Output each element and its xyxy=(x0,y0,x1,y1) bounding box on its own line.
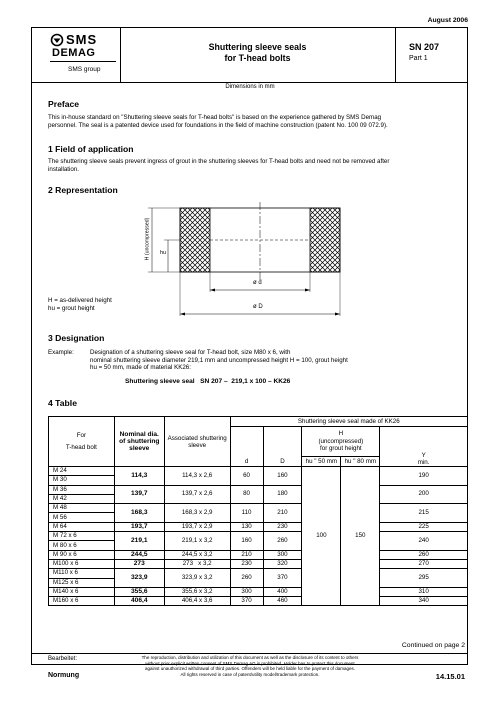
header-for: For xyxy=(76,432,87,439)
table-cell-assoc: 168,3 x 2,9 xyxy=(164,504,230,523)
table-cell-bolt: M 30 xyxy=(49,476,115,485)
table-cell-bolt: M 90 x 6 xyxy=(49,550,115,559)
table-cell-D: 300 xyxy=(263,550,302,559)
representation-drawing xyxy=(140,200,360,320)
table-cell-bolt: M160 x 6 xyxy=(49,597,115,606)
table-cell-H-hu50: 100 xyxy=(302,467,341,606)
table-cell-D: 260 xyxy=(263,532,302,551)
table-cell-nominal: 114,3 xyxy=(114,467,164,486)
table-cell-d: 300 xyxy=(230,587,263,596)
table-cell-nominal: 244,5 xyxy=(114,550,164,559)
doc-part: Part 1 xyxy=(409,55,428,62)
table-cell-nominal: 219,1 xyxy=(114,532,164,551)
section1-heading: 1 Field of application xyxy=(48,144,134,154)
table-cell-bolt: M 80 x 6 xyxy=(49,541,115,550)
preface-text xyxy=(48,114,388,129)
label-d: ø d xyxy=(253,280,262,286)
logo-group: SMS group xyxy=(68,66,101,73)
legend-h: H = as-delivered height xyxy=(48,297,112,304)
table-cell-d: 370 xyxy=(230,597,263,606)
table-cell-D: 160 xyxy=(263,467,302,486)
designation-line: nominal shuttering sleeve diameter 219,1 mm and uncompressed height H = 100, grout height xyxy=(90,356,348,364)
header-divider xyxy=(31,82,468,83)
table-cell-assoc: 273 x 3,2 xyxy=(164,559,230,568)
page-title xyxy=(120,42,395,64)
section4-heading: 4 Table xyxy=(48,398,77,408)
table-cell-bolt: M 24 xyxy=(49,467,115,476)
example-label: Example: xyxy=(48,349,74,356)
sms-demag-logo xyxy=(50,32,116,76)
table-cell-nominal: 193,7 xyxy=(114,522,164,531)
table-cell-Y: 240 xyxy=(380,532,468,551)
footer-legal xyxy=(100,655,400,677)
designation-example: Shuttering sleeve seal SN 207 – 219,1 x 100 – KK26 xyxy=(125,378,291,385)
designation-line: hu = 50 mm, made of material KK26: xyxy=(90,364,191,372)
header-uncompressed: (uncompressed) xyxy=(318,437,364,445)
legal-line: All rights reserved in case of patent/utility model/trademark protection. xyxy=(180,671,320,677)
header-y-label: Y xyxy=(421,452,426,459)
preface-line: This in-house standard on "Shuttering sleeve seals for T-head bolts" is based on the experience gathered by SMS Demag xyxy=(48,114,382,121)
representation-legend xyxy=(48,297,112,312)
header-made-of: Shuttering sleeve seal made of KK26 xyxy=(230,417,467,427)
table-cell-D: 400 xyxy=(263,587,302,596)
table-cell-nominal: 273 xyxy=(114,559,164,568)
table-cell-nominal: 323,9 xyxy=(114,569,164,588)
header-nominal: Nominal dia. of shuttering sleeve xyxy=(114,417,164,467)
table-cell-D: 210 xyxy=(263,504,302,523)
designation-text xyxy=(90,349,348,372)
doc-number: SN 207 xyxy=(409,42,440,52)
table-cell-bolt: M 72 x 6 xyxy=(49,532,115,541)
table-cell-D: 180 xyxy=(263,485,302,504)
table-cell-bolt: M100 x 6 xyxy=(49,559,115,568)
table-cell-nominal: 406,4 xyxy=(114,597,164,606)
title-line-2: for T-head bolts xyxy=(224,53,291,63)
table-cell-Y: 225 xyxy=(380,522,468,531)
table-cell-assoc: 244,5 x 3,2 xyxy=(164,550,230,559)
table-cell-nominal: 168,3 xyxy=(114,504,164,523)
table-cell-bolt: M 36 xyxy=(49,485,115,494)
document-date: August 2006 xyxy=(427,17,468,24)
header-Y xyxy=(380,427,468,467)
title-line-1: Shuttering sleeve seals xyxy=(208,42,307,52)
header-d: d xyxy=(230,427,263,467)
table-cell-Y: 270 xyxy=(380,559,468,568)
logo-underline xyxy=(50,61,116,62)
legend-hu: hu = grout height xyxy=(48,304,95,312)
table-cell-d: 130 xyxy=(230,522,263,531)
header-hu50: hu " 50 mm xyxy=(302,457,341,467)
table-cell-bolt: M 48 xyxy=(49,504,115,513)
label-h-uncompressed: H (uncompressed) xyxy=(144,217,151,261)
section1-line: installation. xyxy=(48,165,79,173)
dimensions-note: Dimensions in mm xyxy=(225,84,275,90)
header-t-head-bolt: T-head bolt xyxy=(65,444,97,451)
header-for-grout: for grout height xyxy=(320,445,362,453)
table-cell-bolt: M 56 xyxy=(49,513,115,522)
table-cell-bolt: M 42 xyxy=(49,494,115,503)
legal-line: against unauthorized withdrawal of third parties. Offenders will be held liable for the payment of damages. xyxy=(144,666,356,672)
header-D: D xyxy=(263,427,302,467)
table-cell-Y: 190 xyxy=(380,467,468,486)
table-cell-bolt: M140 x 6 xyxy=(49,587,115,596)
logo-text-sms: SMS xyxy=(66,32,98,47)
table-cell-assoc: 114,3 x 2,6 xyxy=(164,467,230,486)
table-cell-d: 230 xyxy=(230,559,263,568)
table-cell-assoc: 193,7 x 2,9 xyxy=(164,522,230,531)
header-H-group xyxy=(302,427,380,457)
table-cell-nominal: 139,7 xyxy=(114,485,164,504)
section1-text xyxy=(48,158,389,173)
table-cell-D: 460 xyxy=(263,597,302,606)
table-cell-nominal: 355,6 xyxy=(114,587,164,596)
preface-line: personnel. The seal is a patented device used for foundations in the field of machine construction (patent No. 100 09 072.9). xyxy=(48,121,388,129)
header-bolt xyxy=(49,417,115,467)
footer-normung: Normung xyxy=(48,672,80,679)
footer-code: 14.15.01 xyxy=(435,672,465,681)
table-cell-d: 110 xyxy=(230,504,263,523)
continued-note: Continued on page 2 xyxy=(401,642,465,649)
preface-heading: Preface xyxy=(48,99,80,109)
footer-bearbeitet: Bearbeitet: xyxy=(48,656,78,662)
table-cell-D: 320 xyxy=(263,559,302,568)
table-cell-D: 370 xyxy=(263,569,302,588)
table-cell-Y: 215 xyxy=(380,504,468,523)
label-hu: hu xyxy=(160,250,167,256)
header-H: H xyxy=(338,430,344,438)
designation-line: Designation of a shuttering sleeve seal for T-head bolt, size M80 x 6, with xyxy=(90,349,291,356)
table-cell-d: 210 xyxy=(230,550,263,559)
table-cell-H-hu80: 150 xyxy=(341,467,380,606)
dimensions-table xyxy=(48,416,468,606)
footer-divider xyxy=(31,653,468,654)
table-cell-bolt: M125 x 6 xyxy=(49,578,115,587)
table-cell-Y: 295 xyxy=(380,569,468,588)
table-cell-assoc: 323,9 x 3,2 xyxy=(164,569,230,588)
table-cell-bolt: M 64 xyxy=(49,522,115,531)
header-hu80: hu " 80 mm xyxy=(341,457,380,467)
section3-heading: 3 Designation xyxy=(48,333,105,343)
table-cell-Y: 260 xyxy=(380,550,468,559)
table-cell-assoc: 355,6 x 3,2 xyxy=(164,587,230,596)
table-cell-Y: 200 xyxy=(380,485,468,504)
table-cell-bolt: M110 x 6 xyxy=(49,569,115,578)
section1-line: The shuttering sleeve seals prevent ingress of grout in the shuttering sleeves for T-head bolts and need not be removed after xyxy=(48,158,390,165)
table-cell-d: 160 xyxy=(230,532,263,551)
legal-line: without prior explicit written consent of SMS Demag AG is prohibited. Holder has to protect this document xyxy=(145,660,355,666)
table-cell-d: 60 xyxy=(230,467,263,486)
label-D: ø D xyxy=(253,304,263,310)
table-cell-d: 260 xyxy=(230,569,263,588)
table-cell-Y: 340 xyxy=(380,597,468,606)
table-cell-assoc: 406,4 x 3,6 xyxy=(164,597,230,606)
table-cell-D: 230 xyxy=(263,522,302,531)
header-y-min: min. xyxy=(417,459,430,466)
table-cell-Y: 310 xyxy=(380,587,468,596)
table-cell-d: 80 xyxy=(230,485,263,504)
legal-line: The reproduction, distribution and utilization of this document as well as the disclosure of its content to others xyxy=(141,655,359,660)
section2-heading: 2 Representation xyxy=(48,185,118,195)
header-associated: Associated shuttering sleeve xyxy=(164,417,230,467)
table-cell-assoc: 139,7 x 2,6 xyxy=(164,485,230,504)
header-divider xyxy=(395,27,396,82)
table-cell-assoc: 219,1 x 3,2 xyxy=(164,532,230,551)
logo-text-demag: DEMAG xyxy=(52,47,96,59)
